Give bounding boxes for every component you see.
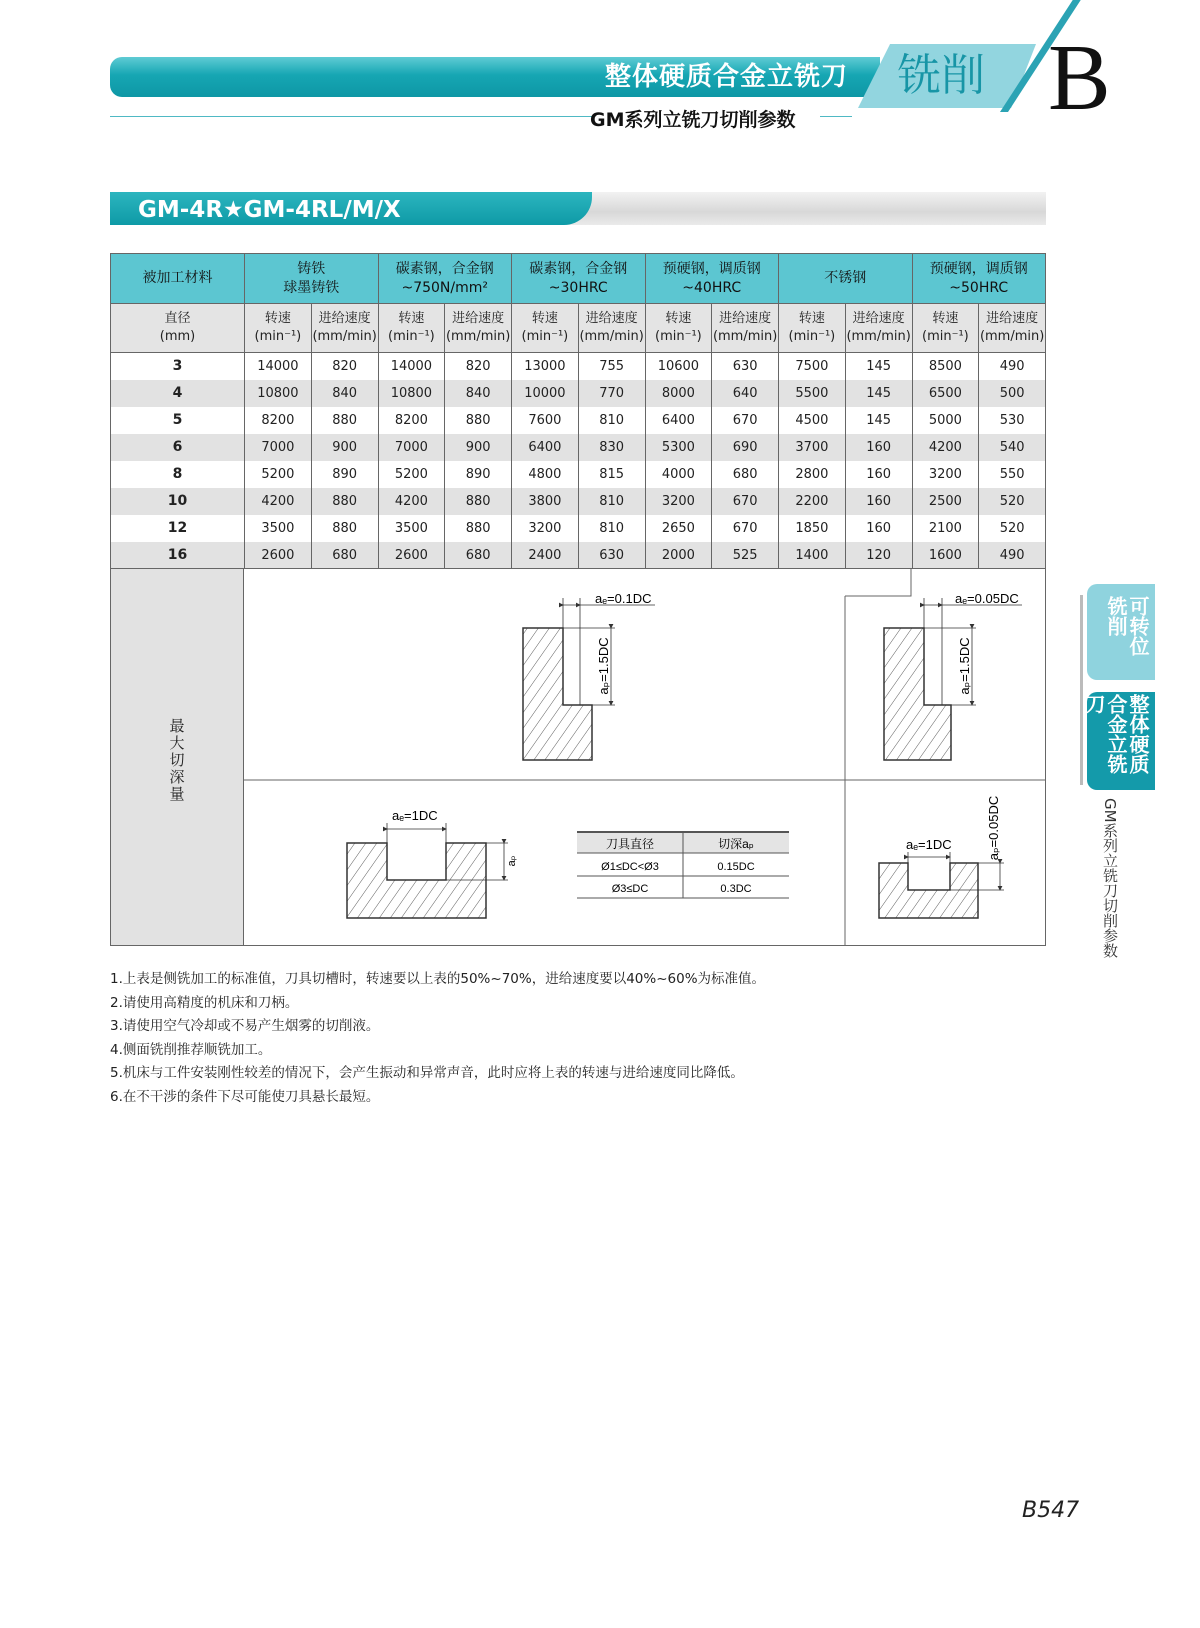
feed-header: 进给速度 (mm/min)	[578, 304, 645, 353]
speed-cell: 5200	[245, 461, 312, 488]
speed-cell: 2200	[779, 488, 846, 515]
feed-cell: 820	[445, 353, 512, 380]
side-tab-indexable-milling[interactable]	[1087, 584, 1155, 680]
d2-ae-label: aₑ=0.05DC	[955, 591, 1019, 606]
feed-cell: 680	[712, 461, 779, 488]
speed-cell: 2100	[912, 515, 979, 542]
speed-header: 转速 (min⁻¹)	[645, 304, 712, 353]
feed-cell: 160	[845, 434, 912, 461]
speed-cell: 5500	[779, 380, 846, 407]
material-header: 不锈钢	[779, 254, 913, 304]
feed-cell: 160	[845, 515, 912, 542]
feed-cell: 145	[845, 353, 912, 380]
speed-cell: 10800	[378, 380, 445, 407]
depth-table	[577, 832, 789, 898]
diameter-cell: 5	[111, 407, 245, 434]
speed-cell: 4200	[245, 488, 312, 515]
speed-header: 转速 (min⁻¹)	[245, 304, 312, 353]
category-label: 铣削	[897, 50, 985, 101]
d1-ae-label: aₑ=0.1DC	[595, 591, 652, 606]
feed-cell: 880	[445, 488, 512, 515]
max-depth-label: 最大切深量	[169, 717, 185, 803]
speed-header: 转速 (min⁻¹)	[512, 304, 579, 353]
feed-cell: 490	[979, 353, 1046, 380]
feed-cell: 550	[979, 461, 1046, 488]
speed-cell: 7500	[779, 353, 846, 380]
notes-list	[110, 968, 765, 1109]
diagram-slotting	[347, 823, 508, 918]
speed-cell: 4500	[779, 407, 846, 434]
feed-cell: 890	[445, 461, 512, 488]
note-item: 2.请使用高精度的机床和刀柄。	[110, 994, 299, 1011]
feed-cell: 160	[845, 488, 912, 515]
d4-ap-label: aₚ=0.05DC	[986, 795, 1001, 861]
speed-cell: 1850	[779, 515, 846, 542]
speed-cell: 8200	[245, 407, 312, 434]
diameter-cell: 4	[111, 380, 245, 407]
depth-table-cell: 0.15DC	[717, 861, 755, 873]
feed-header: 进给速度 (mm/min)	[845, 304, 912, 353]
diameter-cell: 12	[111, 515, 245, 542]
feed-cell: 900	[311, 434, 378, 461]
speed-cell: 8500	[912, 353, 979, 380]
feed-cell: 830	[578, 434, 645, 461]
material-header: 碳素钢，合金钢 ~30HRC	[512, 254, 646, 304]
feed-cell: 810	[578, 488, 645, 515]
speed-cell: 6500	[912, 380, 979, 407]
feed-cell: 530	[979, 407, 1046, 434]
speed-cell: 1400	[779, 542, 846, 569]
d1-ap-label: aₚ=1.5DC	[596, 637, 611, 695]
feed-cell: 670	[712, 488, 779, 515]
diameter-cell: 6	[111, 434, 245, 461]
diagram-slotting-stainless	[879, 852, 1004, 918]
feed-cell: 525	[712, 542, 779, 569]
side-tab-label: 可转位铣削	[1104, 596, 1150, 656]
speed-cell: 7600	[512, 407, 579, 434]
speed-cell: 4000	[645, 461, 712, 488]
speed-cell: 3200	[645, 488, 712, 515]
diagram-side-milling-stainless	[884, 598, 1022, 760]
speed-cell: 2500	[912, 488, 979, 515]
feed-cell: 880	[311, 407, 378, 434]
diameter-cell: 10	[111, 488, 245, 515]
speed-cell: 2600	[378, 542, 445, 569]
speed-cell: 3200	[912, 461, 979, 488]
feed-header: 进给速度 (mm/min)	[712, 304, 779, 353]
speed-cell: 4200	[378, 488, 445, 515]
feed-cell: 120	[845, 542, 912, 569]
speed-cell: 8200	[378, 407, 445, 434]
material-header: 预硬钢，调质钢 ~40HRC	[645, 254, 779, 304]
chapter-letter: B	[1048, 26, 1111, 130]
feed-cell: 500	[979, 380, 1046, 407]
feed-cell: 680	[445, 542, 512, 569]
feed-header: 进给速度 (mm/min)	[445, 304, 512, 353]
feed-header: 进给速度 (mm/min)	[979, 304, 1046, 353]
d3-ae-label: aₑ=1DC	[392, 808, 438, 823]
section-title: GM-4R★GM-4RL/M/X	[138, 197, 401, 223]
feed-cell: 540	[979, 434, 1046, 461]
speed-cell: 13000	[512, 353, 579, 380]
speed-cell: 7000	[245, 434, 312, 461]
feed-cell: 670	[712, 407, 779, 434]
speed-cell: 4200	[912, 434, 979, 461]
depth-table-header-depth: 切深aₚ	[718, 837, 754, 851]
diameter-cell: 3	[111, 353, 245, 380]
note-item: 3.请使用空气冷却或不易产生烟雾的切削液。	[110, 1018, 380, 1034]
feed-cell: 690	[712, 434, 779, 461]
speed-cell: 10800	[245, 380, 312, 407]
material-label: 被加工材料	[111, 254, 245, 304]
feed-cell: 630	[578, 542, 645, 569]
note-item: 5.机床与工件安装刚性较差的情况下，会产生振动和异常声音，此时应将上表的转速与进给速度同比降低。	[110, 1065, 744, 1081]
feed-cell: 900	[445, 434, 512, 461]
depth-table-cell: 0.3DC	[720, 883, 752, 895]
depth-table-cell: Ø3≤DC	[611, 883, 649, 895]
side-tab-solid-carbide-endmill[interactable]	[1082, 692, 1155, 790]
feed-cell: 810	[578, 407, 645, 434]
feed-cell: 880	[311, 515, 378, 542]
material-header: 预硬钢，调质钢 ~50HRC	[912, 254, 1046, 304]
feed-cell: 880	[445, 515, 512, 542]
feed-cell: 520	[979, 488, 1046, 515]
feed-cell: 490	[979, 542, 1046, 569]
feed-cell: 680	[311, 542, 378, 569]
page-title: 整体硬质合金立铣刀	[604, 62, 848, 92]
speed-cell: 3800	[512, 488, 579, 515]
speed-cell: 2600	[245, 542, 312, 569]
speed-cell: 5000	[912, 407, 979, 434]
feed-cell: 880	[311, 488, 378, 515]
note-item: 6.在不干涉的条件下尽可能使刀具悬长最短。	[110, 1088, 380, 1105]
d3-ap-label: aₚ	[506, 855, 518, 867]
speed-cell: 8000	[645, 380, 712, 407]
diameter-header: 直径 (mm)	[111, 304, 245, 353]
depth-table-header-diameter: 刀具直径	[605, 837, 655, 851]
depth-table-cell: Ø1≤DC<Ø3	[601, 861, 659, 873]
speed-header: 转速 (min⁻¹)	[779, 304, 846, 353]
speed-cell: 7000	[378, 434, 445, 461]
speed-cell: 6400	[645, 407, 712, 434]
feed-cell: 840	[311, 380, 378, 407]
material-header: 碳素钢，合金钢 ~750N/mm²	[378, 254, 512, 304]
feed-cell: 640	[712, 380, 779, 407]
speed-cell: 3200	[512, 515, 579, 542]
feed-cell: 890	[311, 461, 378, 488]
feed-cell: 755	[578, 353, 645, 380]
d4-ae-label: aₑ=1DC	[906, 837, 952, 852]
speed-cell: 4800	[512, 461, 579, 488]
side-subtitle: GM系列立铣刀切削参数	[1101, 798, 1119, 958]
speed-cell: 3700	[779, 434, 846, 461]
feed-cell: 160	[845, 461, 912, 488]
speed-cell: 14000	[378, 353, 445, 380]
feed-cell: 520	[979, 515, 1046, 542]
note-item: 1.上表是侧铣加工的标准值，刀具切槽时，转速要以上表的50%~70%，进给速度要以40%~60%为标准值。	[110, 971, 766, 987]
feed-cell: 630	[712, 353, 779, 380]
side-tab-label: 整体硬质合金立铣刀	[1082, 694, 1150, 774]
feed-header: 进给速度 (mm/min)	[311, 304, 378, 353]
feed-cell: 145	[845, 407, 912, 434]
feed-cell: 840	[445, 380, 512, 407]
speed-cell: 5300	[645, 434, 712, 461]
feed-cell: 810	[578, 515, 645, 542]
speed-cell: 3500	[245, 515, 312, 542]
diagram-side-milling	[523, 598, 655, 760]
speed-cell: 5200	[378, 461, 445, 488]
feed-cell: 145	[845, 380, 912, 407]
speed-cell: 14000	[245, 353, 312, 380]
d2-ap-label: aₚ=1.5DC	[957, 637, 972, 695]
speed-cell: 10000	[512, 380, 579, 407]
feed-cell: 670	[712, 515, 779, 542]
material-header: 铸铁 球墨铸铁	[245, 254, 379, 304]
note-item: 4.侧面铣削推荐顺铣加工。	[110, 1041, 272, 1058]
speed-cell: 2400	[512, 542, 579, 569]
page-number: B547	[1022, 1498, 1080, 1523]
speed-cell: 1600	[912, 542, 979, 569]
speed-cell: 6400	[512, 434, 579, 461]
diameter-cell: 8	[111, 461, 245, 488]
speed-cell: 10600	[645, 353, 712, 380]
feed-cell: 820	[311, 353, 378, 380]
speed-header: 转速 (min⁻¹)	[912, 304, 979, 353]
feed-cell: 880	[445, 407, 512, 434]
diameter-cell: 16	[111, 542, 245, 569]
feed-cell: 815	[578, 461, 645, 488]
speed-cell: 2650	[645, 515, 712, 542]
page-subtitle: GM系列立铣刀切削参数	[590, 109, 796, 131]
speed-cell: 2000	[645, 542, 712, 569]
speed-cell: 3500	[378, 515, 445, 542]
speed-cell: 2800	[779, 461, 846, 488]
speed-header: 转速 (min⁻¹)	[378, 304, 445, 353]
feed-cell: 770	[578, 380, 645, 407]
